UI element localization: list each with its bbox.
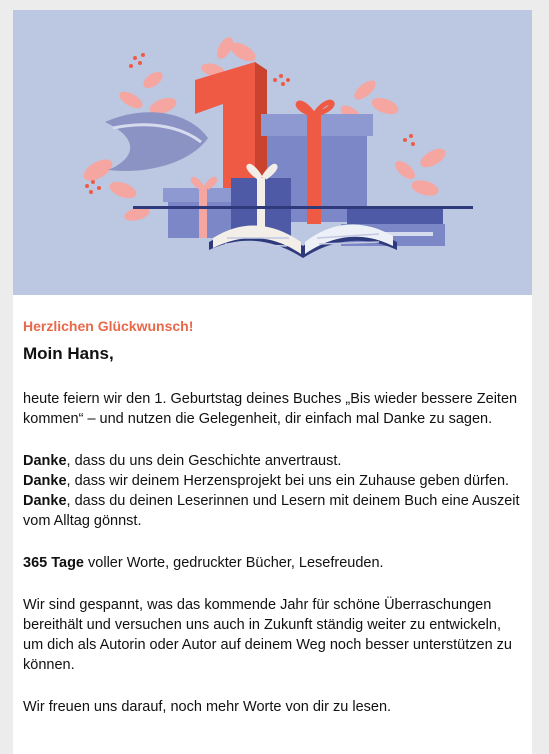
- thanks-text: , dass du uns dein Geschichte anvertraust.: [66, 453, 342, 469]
- thanks-text: , dass du deinen Leserinnen und Lesern mit deinem Buch eine Auszeit vom Alltag gönnst.: [23, 493, 520, 529]
- email-card: [13, 10, 532, 754]
- intro-paragraph: heute feiern wir den 1. Geburtstag deines Buches „Bis wieder bessere Zeiten kommen“ – und nutzen die Gelegenheit, dir einfach mal Danke zu sagen.: [23, 391, 518, 427]
- days-keyword: 365 Tage: [23, 555, 84, 571]
- thanks-item: [23, 451, 523, 471]
- greeting-heading: Moin Hans,: [23, 344, 114, 363]
- thanks-keyword: Danke: [23, 473, 67, 489]
- email-body: [23, 317, 523, 717]
- thanks-item: [23, 471, 523, 491]
- congrats-eyebrow: Herzlichen Glückwunsch!: [23, 318, 194, 334]
- closing-paragraph: Wir freuen uns darauf, noch mehr Worte von dir zu lesen.: [23, 699, 392, 715]
- thanks-keyword: Danke: [23, 493, 67, 509]
- days-text: voller Worte, gedruckter Bücher, Lesefreuden.: [84, 555, 384, 571]
- outlook-paragraph: Wir sind gespannt, was das kommende Jahr für schöne Überraschungen bereithält und versuchen uns auch in Zukunft ständig weiter zu entwickeln, um dich als Autorin oder Autor auf deinem Weg noch besser unterstützen zu können.: [23, 597, 512, 673]
- thanks-text: , dass wir deinem Herzensprojekt bei uns ein Zuhause geben dürfen.: [66, 473, 510, 489]
- anniversary-illustration: [13, 10, 532, 295]
- thanks-item: [23, 491, 523, 531]
- days-paragraph: [23, 553, 523, 573]
- thanks-keyword: Danke: [23, 453, 67, 469]
- thanks-list: [23, 451, 523, 531]
